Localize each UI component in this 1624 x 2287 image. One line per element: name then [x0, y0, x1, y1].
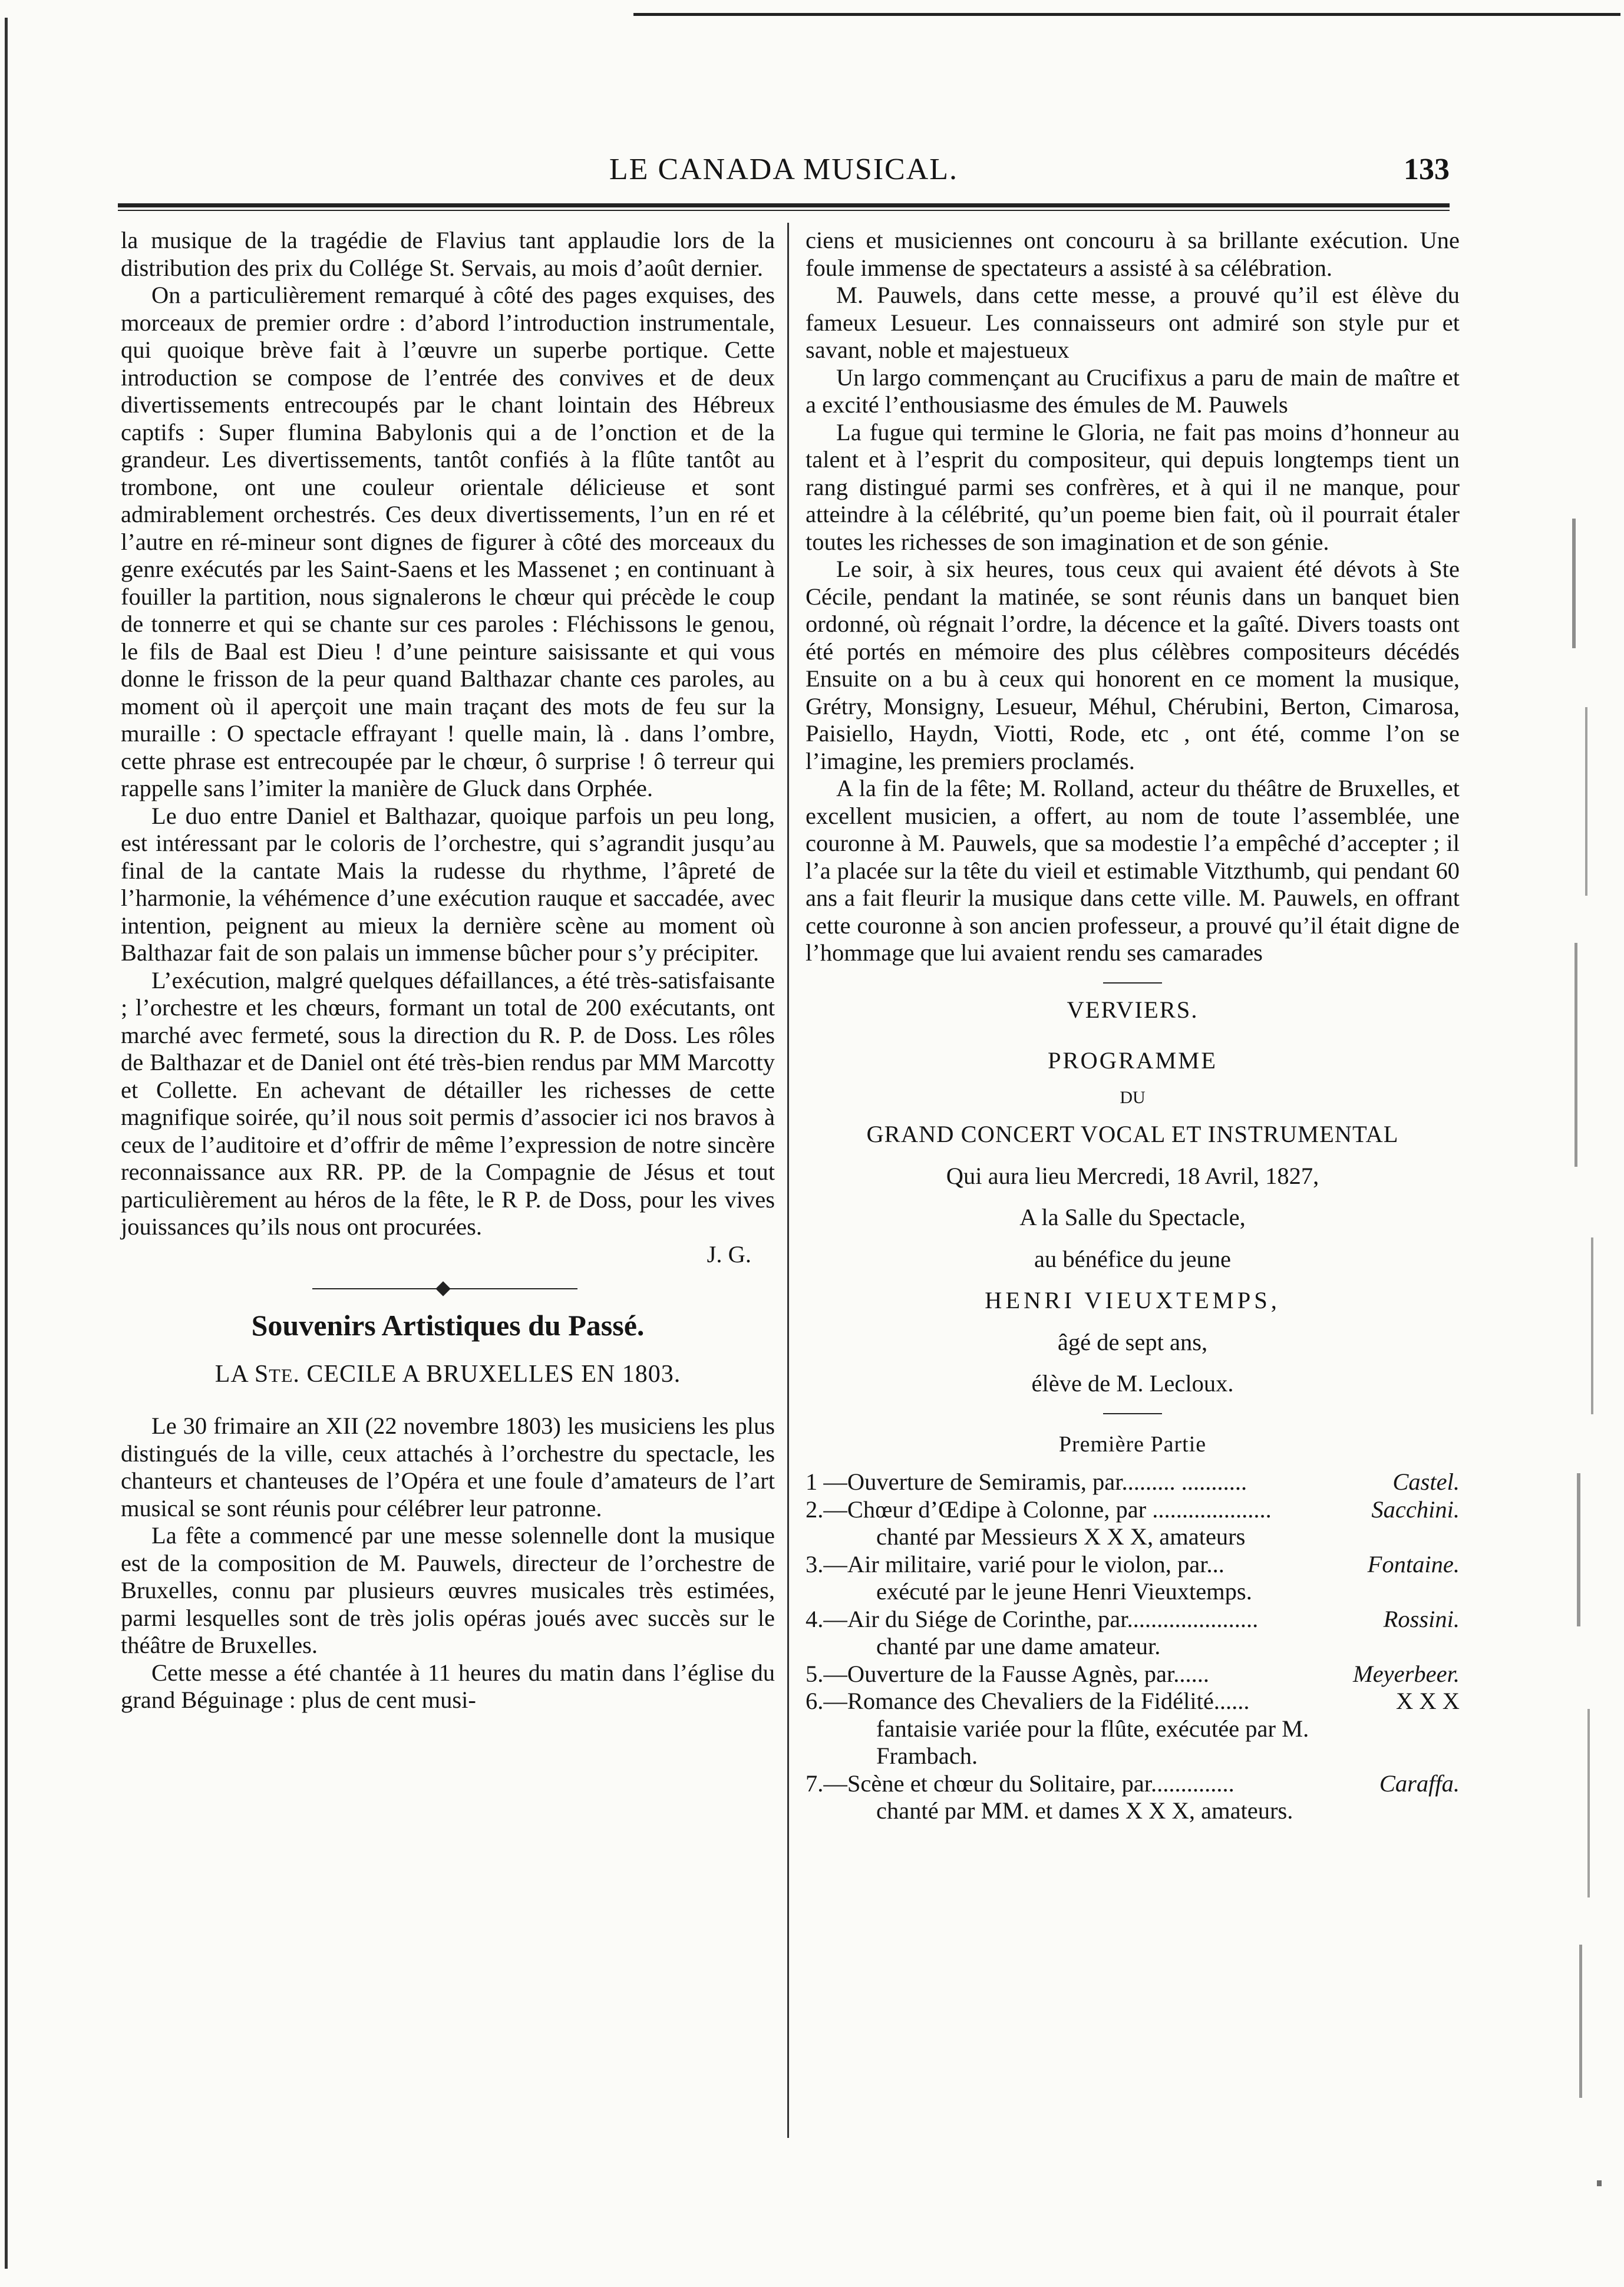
programme-item — [806, 1661, 1460, 1688]
article-subtitle — [121, 1361, 775, 1390]
item-note: chanté par une dame amateur. — [876, 1633, 1161, 1659]
item-note: Frambach. — [876, 1743, 978, 1769]
diamond-icon — [435, 1281, 450, 1296]
right-column — [806, 227, 1460, 1825]
programme-item — [806, 1496, 1460, 1551]
item-note: exécuté par le jeune Henri Vieuxtemps. — [876, 1578, 1252, 1605]
paragraph: Le duo entre Daniel et Balthazar, quoique parfois un peu long, est intéressant par le coloris de l’orchestre, qui s’agrandit jusqu’au final de la cantate Mais la rudesse du rhythme, l’âpreté de l’harmonie, la véhémence d’une exécution rauque et saccadée, avec intention, peignent au mieux la dernière scène au moment où Balthazar fait de son palais un immense bûcher pour s’y précipiter. — [121, 802, 775, 966]
programme-item — [806, 1551, 1460, 1606]
subtitle-part: LA S — [214, 1360, 269, 1388]
item-title: 3.—Air militaire, varié pour le violon, par... — [806, 1550, 1224, 1578]
journal-title: LE CANADA MUSICAL. — [609, 153, 959, 186]
item-title: 7.—Scène et chœur du Solitaire, par.............. — [806, 1770, 1234, 1797]
item-title: 1 —Ouverture de Semiramis, par......... ........... — [806, 1468, 1247, 1495]
header-rule-thin — [118, 210, 1450, 211]
performer-age: âgé de sept ans, — [1057, 1328, 1208, 1355]
concert-benefit: au bénéfice du jeune — [1034, 1245, 1231, 1272]
item-title: 6.—Romance des Chevaliers de la Fidélité...... — [806, 1688, 1250, 1714]
paragraph: L’exécution, malgré quelques défaillances, a été très-satisfaisante ; l’orchestre et les chœurs, formant un total de 200 exécutants, ont marché avec fermeté, sous la direction du R. P. de Doss. Les rôles de Balthazar et de Daniel ont été très-bien rendus par MM Marcotty et Collette. En achevant de détailler les richesses de cette magnifique soirée, qu’il nous soit permis d’associer ici nos bravos à ceux de l’auditoire et d’offrir de même l’expression de notre sincère reconnaissance aux RR. PP. de la Compagnie de Jésus et tout particulièrement au héros de la fête, le R P. de Doss, pour les vives jouissances qu’ils nous ont procurées. — [121, 966, 775, 1240]
item-note: fantaisie variée pour la flûte, exécutée par M. — [876, 1715, 1309, 1742]
programme-part-heading: Première Partie — [1058, 1431, 1207, 1457]
paragraph: Le 30 frimaire an XII (22 novembre 1803) les musiciens les plus distingués de la ville, ceux attachés à l’orchestre du spectacle, les chanteurs et chanteuses de l’Opéra et une foule d’amateurs de l’art musical se sont réunis pour célébrer leur patronne. — [121, 1413, 775, 1522]
header-rule — [118, 203, 1450, 207]
author-signature: J. G. — [707, 1240, 751, 1268]
left-page-edge — [5, 18, 8, 2269]
concert-title: GRAND CONCERT VOCAL ET INSTRUMENTAL — [866, 1121, 1399, 1147]
paragraph: La fugue qui termine le Gloria, ne fait pas moins d’honneur au talent et à l’esprit du compositeur, qui depuis longtemps tient un rang distingué parmi ses confrères, et à qui il ne manque, pour atteindre à la célébrité, qu’un poeme bien fait, où il pourrait étaler toutes les richesses de son imagination et de son génie. — [806, 418, 1460, 555]
column-divider — [787, 223, 789, 2138]
paragraph: Cette messe a été chantée à 11 heures du matin dans l’église du grand Béguinage : plus de cent musi- — [121, 1659, 775, 1713]
subtitle-smallcap: TE — [269, 1364, 293, 1386]
programme-heading: PROGRAMME — [1047, 1047, 1218, 1074]
programme-item — [806, 1770, 1460, 1825]
item-note: chanté par MM. et dames X X X, amateurs. — [876, 1797, 1293, 1824]
paragraph: M. Pauwels, dans cette messe, a prouvé qu’il est élève du fameux Lesueur. Les connaisseurs ont admiré son style pur et savant, noble et majestueux — [806, 282, 1460, 363]
item-note: chanté par Messieurs X X X, amateurs — [876, 1523, 1246, 1550]
section-ornament — [121, 1276, 775, 1300]
item-composer: Caraffa. — [1379, 1770, 1460, 1797]
left-column — [121, 227, 775, 1714]
concert-venue: A la Salle du Spectacle, — [1019, 1204, 1246, 1230]
programme-item — [806, 1468, 1460, 1496]
item-composer: Meyerbeer. — [1352, 1660, 1460, 1687]
programme-list — [806, 1468, 1460, 1825]
programme-item — [806, 1688, 1460, 1770]
paragraph: Le soir, à six heures, tous ceux qui avaient été dévots à Ste Cécile, pendant la matinée, se sont réunis dans un banquet bien ordonné, où régnait l’ordre, la décence et la gaîté. Divers toasts ont été portés en mémoire des plus célèbres compositeurs décédés Ensuite on a bu à ceux qui honorent en ce moment la musique, Grétry, Monsigny, Lesueur, Méhul, Chérubini, Berton, Cimarosa, Paisiello, Haydn, Viotti, Rode, etc , ont été, comme l’on se l’imagine, les premiers proclamés. — [806, 556, 1460, 774]
paragraph: La fête a commencé par une messe solennelle dont la musique est de la composition de M. Pauwels, directeur de l’orchestre de Bruxelles, connu par plusieurs œuvres musicales très estimées, parmi lesquelles sont de très jolis opéras joués avec succès sur le théâtre de Bruxelles. — [121, 1522, 775, 1658]
paragraph: On a particulièrement remarqué à côté des pages exquises, des morceaux de premier ordre : d’abord l’introduction instrumentale, qui quoique brève fait à l’œuvre un superbe portique. Cette introduction se compose de l’entrée des convives et de deux divertissements entrecoupés par le chant lointain des Hébreux captifs : Super flumina Babylonis qui a de l’onction et de la grandeur. Les divertissements, tantôt confiés à la flûte tantôt au trombone, ont une couleur orientale délicieuse et sont admirablement orchestrés. Ces deux divertissements, l’un en ré et l’autre en ré-mineur sont dignes de figurer à côté des morceaux du genre exécutés par les Saint-Saens et les Massenet ; en continuant à fouiller la partition, nous signalerons le chœur qui précède le coup de tonnerre et qui se chante sur ces paroles : Fléchissons le genou, le fils de Baal est Dieu ! d’une peinture saisissante et qui vous donne le frisson de la peur quand Balthazar chante ces paroles, au moment où il aperçoit une main traçant des mots de feu sur la muraille : O spectacle effrayant ! quelle main, là . dans l’ombre, cette phrase est entrecoupée par le chœur, ô surprise ! ô terreur qui rappelle sans l’imiter la manière de Gluck dans Orphée. — [121, 282, 775, 801]
page-number: 133 — [1404, 153, 1450, 186]
concert-date: Qui aura lieu Mercredi, 18 Avril, 1827, — [946, 1162, 1319, 1189]
separator-rule — [1103, 1413, 1162, 1414]
paragraph: Un largo commençant au Crucifixus a paru de main de maître et a excité l’enthousiasme des émules de M. Pauwels — [806, 364, 1460, 418]
top-border-rule — [633, 13, 1620, 16]
paragraph: A la fin de la fête; M. Rolland, acteur du théâtre de Bruxelles, et excellent musicien, a offert, au nom de toute l’assemblée, une couronne à M. Pauwels, que sa modestie l’a empêché d’accepter ; il l’a placée sur la tête du vieil et estimable Vitzthumb, qui pendant 60 ans a fait fleurir la musique dans cette ville. M. Pauwels, en offrant cette couronne à son ancien professeur, a prouvé qu’il était digne de l’hommage que lui avaient rendu ses camarades — [806, 775, 1460, 966]
programme-du: DU — [1120, 1087, 1146, 1107]
item-composer: Castel. — [1392, 1468, 1460, 1495]
programme-city: VERVIERS. — [1067, 996, 1199, 1023]
performer-teacher: élève de M. Lecloux. — [1031, 1370, 1234, 1397]
item-title: 4.—Air du Siége de Corinthe, par...................... — [806, 1605, 1259, 1632]
subtitle-part: . CECILE A BRUXELLES EN 1803. — [293, 1360, 681, 1388]
item-composer: Sacchini. — [1371, 1496, 1460, 1523]
separator-rule — [1103, 982, 1162, 984]
running-header — [118, 152, 1450, 199]
paragraph: ciens et musiciennes ont concouru à sa brillante exécution. Une foule immense de spectateurs a assisté à sa célébration. — [806, 227, 1460, 281]
item-title: 2.—Chœur d’Œdipe à Colonne, par .................... — [806, 1496, 1272, 1523]
item-composer: Rossini. — [1383, 1605, 1460, 1632]
item-title: 5.—Ouverture de la Fausse Agnès, par...... — [806, 1660, 1209, 1687]
article-title: Souvenirs Artistiques du Passé. — [251, 1309, 645, 1342]
paragraph: la musique de la tragédie de Flavius tant applaudie lors de la distribution des prix du Collége St. Servais, au mois d’août dernier. — [121, 227, 775, 281]
item-composer: Fontaine. — [1367, 1550, 1460, 1578]
item-composer: X X X — [1396, 1688, 1460, 1714]
performer-name: HENRI VIEUXTEMPS, — [985, 1287, 1280, 1314]
programme-item — [806, 1606, 1460, 1661]
